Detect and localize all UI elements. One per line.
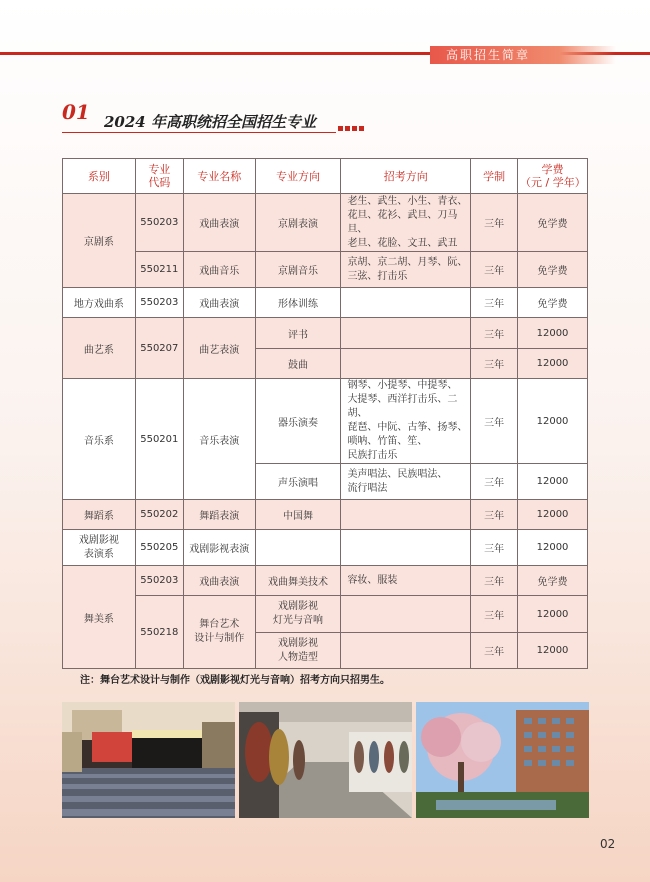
table-row — [63, 530, 588, 566]
section-number: 01 — [62, 100, 90, 124]
exam-cell: 美声唱法、民族唱法、 流行唱法 — [341, 464, 471, 500]
dept-cell: 曲艺系 — [63, 318, 136, 379]
majors-table — [62, 158, 588, 669]
years-cell: 三年 — [471, 464, 518, 500]
major-cell: 戏曲表演 — [183, 194, 255, 252]
years-cell: 三年 — [471, 633, 518, 669]
exam-cell: 钢琴、小提琴、中提琴、 大提琴、西洋打击乐、二胡、 琵琶、中阮、古筝、扬琴、 唢呐、竹笛、笙、 民族打击乐 — [341, 379, 471, 464]
years-cell: 三年 — [471, 318, 518, 349]
gallery-photo — [239, 702, 412, 818]
major-cell: 舞蹈表演 — [183, 500, 255, 530]
code-cell: 550203 — [135, 288, 183, 318]
table-row — [63, 596, 588, 633]
col-header-exam: 招考方向 — [341, 159, 471, 194]
title-underline — [62, 132, 336, 133]
fee-cell: 免学费 — [518, 288, 588, 318]
code-cell: 550201 — [135, 379, 183, 500]
major-cell: 音乐表演 — [183, 379, 255, 500]
direction-cell — [255, 530, 341, 566]
direction-cell: 戏剧影视 灯光与音响 — [255, 596, 341, 633]
direction-cell: 器乐演奏 — [255, 379, 341, 464]
dept-cell: 音乐系 — [63, 379, 136, 500]
fee-cell: 12000 — [518, 379, 588, 464]
major-cell: 戏曲音乐 — [183, 252, 255, 288]
col-header-years: 学制 — [471, 159, 518, 194]
fee-cell: 12000 — [518, 530, 588, 566]
table-footnote: 注：舞台艺术设计与制作（戏剧影视灯光与音响）招考方向只招男生。 — [80, 675, 390, 686]
fee-cell: 12000 — [518, 318, 588, 349]
page-number: 02 — [600, 837, 616, 851]
fee-cell: 12000 — [518, 500, 588, 530]
dept-cell: 地方戏曲系 — [63, 288, 136, 318]
exam-cell: 老生、武生、小生、青衣、 花旦、花衫、武旦、刀马旦、 老旦、花脸、文丑、武丑 — [341, 194, 471, 252]
table-row — [63, 318, 588, 349]
code-cell: 550202 — [135, 500, 183, 530]
campus-photo — [416, 702, 589, 818]
dept-cell: 戏剧影视 表演系 — [63, 530, 136, 566]
major-cell: 曲艺表演 — [183, 318, 255, 379]
years-cell: 三年 — [471, 530, 518, 566]
code-cell: 550211 — [135, 252, 183, 288]
fee-cell: 12000 — [518, 596, 588, 633]
direction-cell: 中国舞 — [255, 500, 341, 530]
years-cell: 三年 — [471, 596, 518, 633]
fee-cell: 12000 — [518, 349, 588, 379]
years-cell: 三年 — [471, 194, 518, 252]
direction-cell: 评书 — [255, 318, 341, 349]
exam-cell — [341, 500, 471, 530]
code-cell: 550207 — [135, 318, 183, 379]
dept-cell: 京剧系 — [63, 194, 136, 288]
col-header-direction: 专业方向 — [255, 159, 341, 194]
years-cell: 三年 — [471, 349, 518, 379]
code-cell: 550218 — [135, 596, 183, 669]
direction-cell: 鼓曲 — [255, 349, 341, 379]
major-cell: 戏曲表演 — [183, 566, 255, 596]
exam-cell — [341, 530, 471, 566]
section-title: 2024 年高职统招全国招生专业 — [104, 113, 316, 131]
major-cell: 戏曲表演 — [183, 288, 255, 318]
exam-cell: 容妆、服装 — [341, 566, 471, 596]
table-row — [63, 500, 588, 530]
code-cell: 550203 — [135, 566, 183, 596]
title-dots — [338, 126, 364, 131]
fee-cell: 免学费 — [518, 194, 588, 252]
exam-cell — [341, 596, 471, 633]
direction-cell: 声乐演唱 — [255, 464, 341, 500]
direction-cell: 戏曲舞美技术 — [255, 566, 341, 596]
fee-cell: 12000 — [518, 633, 588, 669]
col-header-fee: 学费 （元 / 学年） — [518, 159, 588, 194]
fee-cell: 12000 — [518, 464, 588, 500]
exam-cell — [341, 288, 471, 318]
years-cell: 三年 — [471, 288, 518, 318]
exam-cell — [341, 349, 471, 379]
theatre-photo — [62, 702, 235, 818]
exam-cell — [341, 318, 471, 349]
table-header-row — [63, 159, 588, 194]
fee-cell: 免学费 — [518, 566, 588, 596]
table-row — [63, 252, 588, 288]
dept-cell: 舞美系 — [63, 566, 136, 669]
exam-cell — [341, 633, 471, 669]
col-header-dept: 系别 — [63, 159, 136, 194]
direction-cell: 京剧音乐 — [255, 252, 341, 288]
header-tab: 高职招生简章 — [430, 46, 616, 64]
col-header-code: 专业 代码 — [135, 159, 183, 194]
col-header-major: 专业名称 — [183, 159, 255, 194]
exam-cell: 京胡、京二胡、月琴、阮、 三弦、打击乐 — [341, 252, 471, 288]
table-row — [63, 194, 588, 252]
direction-cell: 京剧表演 — [255, 194, 341, 252]
major-cell: 戏剧影视表演 — [183, 530, 255, 566]
years-cell: 三年 — [471, 566, 518, 596]
years-cell: 三年 — [471, 252, 518, 288]
years-cell: 三年 — [471, 500, 518, 530]
years-cell: 三年 — [471, 379, 518, 464]
dept-cell: 舞蹈系 — [63, 500, 136, 530]
fee-cell: 免学费 — [518, 252, 588, 288]
code-cell: 550205 — [135, 530, 183, 566]
table-row — [63, 379, 588, 464]
table-row — [63, 288, 588, 318]
major-cell: 舞台艺术 设计与制作 — [183, 596, 255, 669]
table-row — [63, 566, 588, 596]
direction-cell: 戏剧影视 人物造型 — [255, 633, 341, 669]
direction-cell: 形体训练 — [255, 288, 341, 318]
code-cell: 550203 — [135, 194, 183, 252]
